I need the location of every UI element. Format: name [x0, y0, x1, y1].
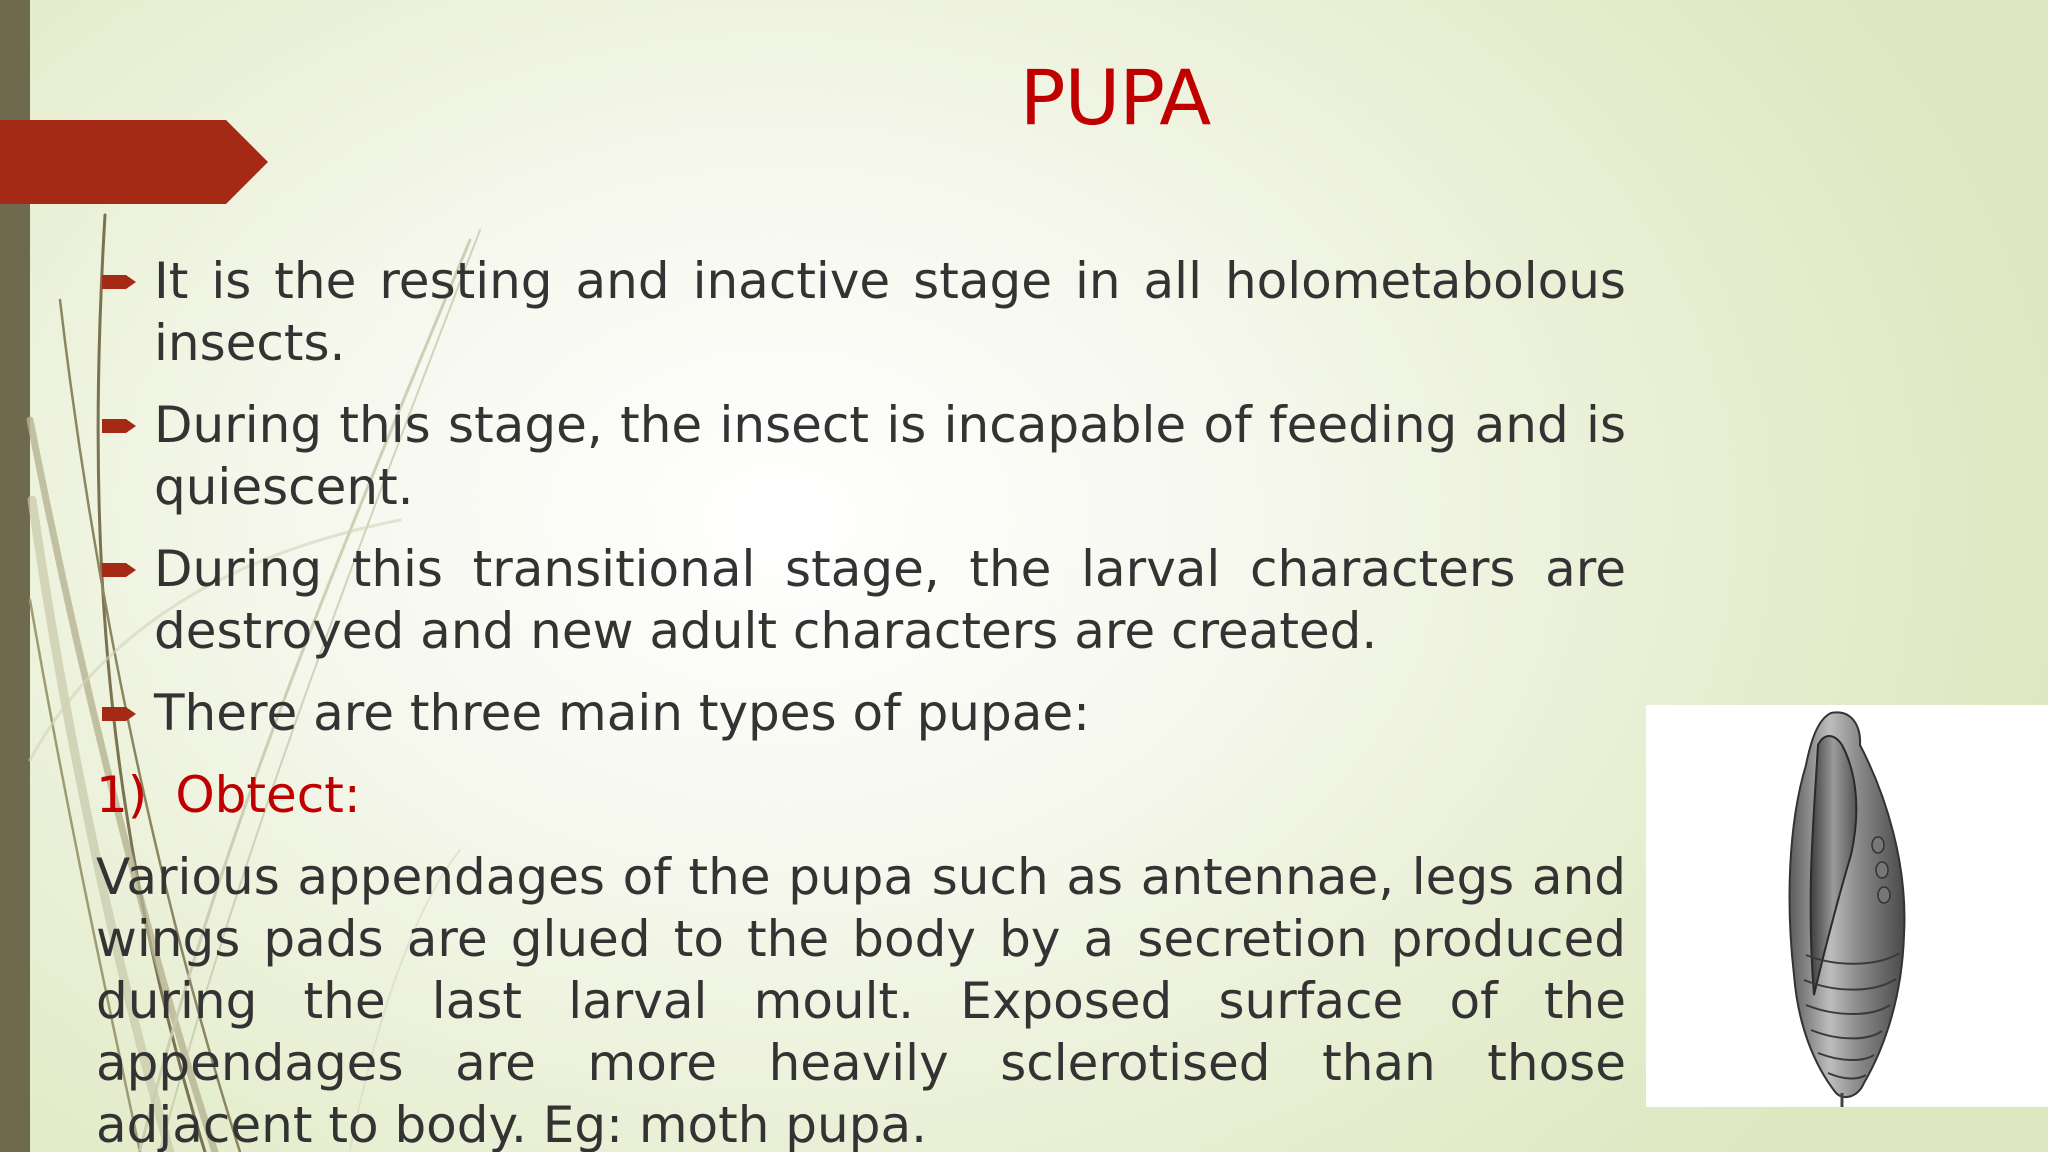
bullet-item: [96, 538, 1626, 662]
pupa-type-label: Obtect:: [175, 766, 361, 824]
bullet-item: [96, 394, 1626, 518]
red-arrow-banner: [0, 120, 268, 204]
arrow-bullet-icon: [100, 416, 138, 436]
bullet-item: [96, 682, 1626, 744]
slide-title: PUPA: [1019, 53, 1211, 142]
bullet-text: There are three main types of pupae:: [154, 684, 1090, 742]
pupa-image: [1646, 705, 2048, 1107]
pupa-type-heading: [96, 764, 1626, 826]
arrow-bullet-icon: [100, 272, 138, 292]
bullet-text: It is the resting and inactive stage in all holometabolous insects.: [154, 252, 1626, 372]
bullet-text: During this stage, the insect is incapable of feeding and is quiescent.: [154, 396, 1626, 516]
list-number: 1): [96, 766, 148, 824]
bullet-text: During this transitional stage, the larval characters are destroyed and new adult characters are created.: [154, 540, 1626, 660]
arrow-bullet-icon: [100, 704, 138, 724]
obtect-description: Various appendages of the pupa such as antennae, legs and wings pads are glued to the body by a secretion produced during the last larval moult. Exposed surface of the appendages are more heavily sclerotised than those adjacent to body. Eg: moth pupa.: [96, 848, 1626, 1152]
arrow-bullet-icon: [100, 560, 138, 580]
slide-content: [96, 250, 1626, 1152]
bullet-item: [96, 250, 1626, 374]
pupa-illustration-icon: [1646, 705, 2048, 1107]
